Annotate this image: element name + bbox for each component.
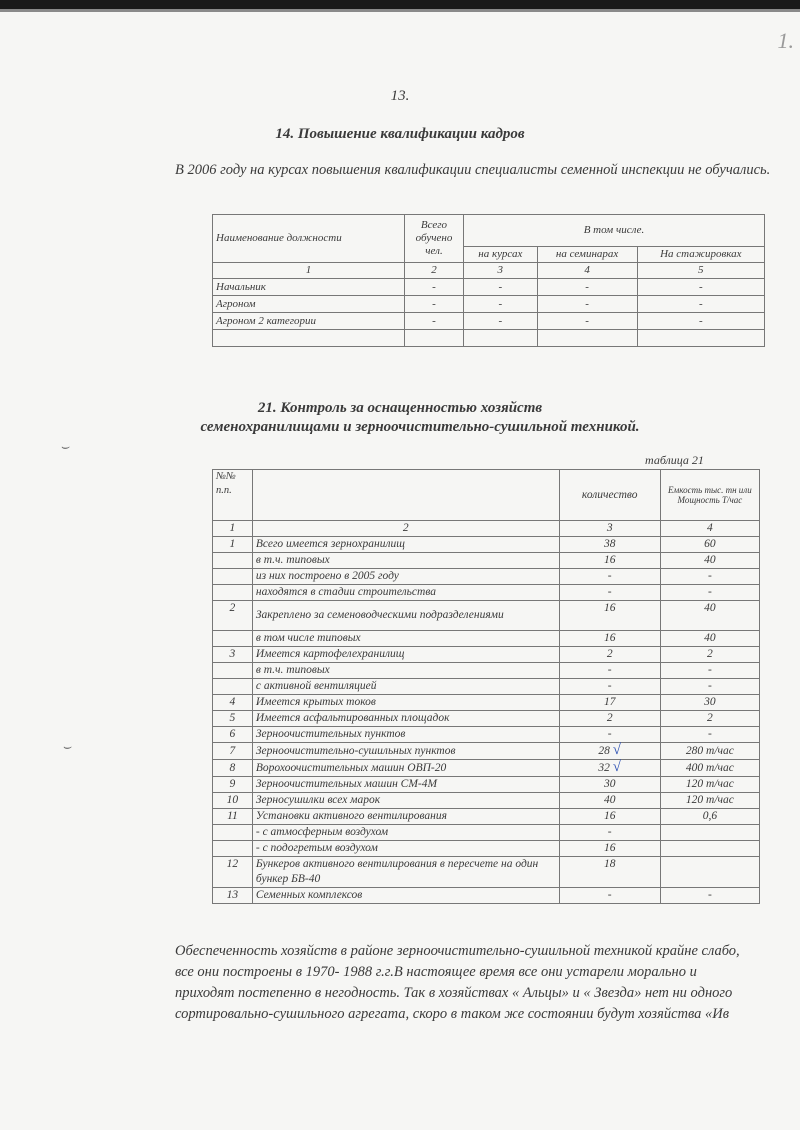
cell: Зерноочистительно-сушильных пунктов bbox=[252, 743, 559, 760]
table-row bbox=[213, 553, 760, 569]
cell: - bbox=[660, 727, 759, 743]
cell: 60 bbox=[660, 537, 759, 553]
cell: в т.ч. типовых bbox=[252, 553, 559, 569]
cell: - bbox=[660, 888, 759, 904]
scan-mark: ⌣ bbox=[62, 740, 72, 755]
closing-line: приходят постепенно в негодность. Так в хозяйствах « Альцы» и « Звезда» нет ни одного bbox=[175, 985, 733, 1001]
cell: Имеется картофелехранилищ bbox=[252, 647, 559, 663]
cell: 2 bbox=[660, 647, 759, 663]
cell: 12 bbox=[213, 857, 253, 888]
cell: в т.ч. типовых bbox=[252, 663, 559, 679]
section-14-title: 14. Повышение квалификации кадров bbox=[275, 126, 525, 142]
table-row bbox=[213, 695, 760, 711]
cell: 40 bbox=[660, 631, 759, 647]
header-capacity: Емкость тыс. тн или Мощность Т/час bbox=[660, 470, 759, 521]
table-row bbox=[213, 330, 765, 347]
cell: 38 bbox=[559, 537, 660, 553]
cell bbox=[559, 760, 660, 777]
table-row bbox=[213, 760, 760, 777]
cell: - с атмосферным воздухом bbox=[252, 825, 559, 841]
table-row bbox=[213, 711, 760, 727]
cell: 9 bbox=[213, 777, 253, 793]
cell: 280 т/час bbox=[660, 743, 759, 760]
cell: - с подогретым воздухом bbox=[252, 841, 559, 857]
equipment-table bbox=[212, 469, 760, 904]
cell: - bbox=[559, 663, 660, 679]
cell bbox=[660, 825, 759, 841]
cell: 6 bbox=[213, 727, 253, 743]
cell: 2 bbox=[559, 711, 660, 727]
header-name bbox=[252, 470, 559, 521]
cell: - bbox=[559, 585, 660, 601]
closing-paragraph bbox=[175, 941, 795, 1025]
cell: находятся в стадии строительства bbox=[252, 585, 559, 601]
cell: - bbox=[559, 825, 660, 841]
header-position: Наименование должности bbox=[213, 215, 405, 263]
cell: 3 bbox=[213, 647, 253, 663]
table-row bbox=[213, 537, 760, 553]
cell: - bbox=[559, 569, 660, 585]
cell: 7 bbox=[213, 743, 253, 760]
cell-value: 32 bbox=[598, 762, 610, 774]
cell bbox=[213, 330, 405, 347]
cell: - bbox=[660, 585, 759, 601]
cell: 16 bbox=[559, 631, 660, 647]
table-row bbox=[213, 601, 760, 631]
cell: Имеется крытых токов bbox=[252, 695, 559, 711]
cell: 16 bbox=[559, 553, 660, 569]
header-total: Всего обучено чел. bbox=[405, 215, 464, 263]
cell: Установки активного вентилирования bbox=[252, 809, 559, 825]
training-table bbox=[212, 214, 765, 347]
cell: Имеется асфальтированных площадок bbox=[252, 711, 559, 727]
colnum: 3 bbox=[559, 521, 660, 537]
header-internships: На стажировках bbox=[637, 247, 764, 263]
header-number: №№ п.п. bbox=[213, 470, 253, 521]
table-row bbox=[213, 809, 760, 825]
cell: Семенных комплексов bbox=[252, 888, 559, 904]
header-seminars: на семинарах bbox=[537, 247, 637, 263]
colnum: 1 bbox=[213, 263, 405, 279]
cell: 17 bbox=[559, 695, 660, 711]
table-row bbox=[213, 888, 760, 904]
table-row bbox=[213, 647, 760, 663]
column-number-row bbox=[213, 263, 765, 279]
colnum: 2 bbox=[252, 521, 559, 537]
cell: - bbox=[660, 663, 759, 679]
cell: - bbox=[637, 313, 764, 330]
cell bbox=[213, 825, 253, 841]
closing-line: Обеспеченность хозяйств в районе зерноочистительно-сушильной техникой крайне слабо, bbox=[175, 943, 740, 959]
table-row bbox=[213, 793, 760, 809]
cell: - bbox=[405, 296, 464, 313]
cell: - bbox=[464, 313, 538, 330]
cell bbox=[660, 857, 759, 888]
cell: Ворохоочистительных машин ОВП-20 bbox=[252, 760, 559, 777]
cell-value: 28 bbox=[598, 745, 610, 757]
cell: - bbox=[537, 296, 637, 313]
cell: 5 bbox=[213, 711, 253, 727]
cell: Зерноочистительных пунктов bbox=[252, 727, 559, 743]
cell: - bbox=[537, 313, 637, 330]
cell: - bbox=[537, 279, 637, 296]
table-row bbox=[213, 585, 760, 601]
cell bbox=[637, 330, 764, 347]
cell: 4 bbox=[213, 695, 253, 711]
colnum: 2 bbox=[405, 263, 464, 279]
cell: - bbox=[637, 296, 764, 313]
cell bbox=[464, 330, 538, 347]
colnum: 4 bbox=[660, 521, 759, 537]
check-mark-icon: √ bbox=[612, 742, 621, 758]
cell: - bbox=[464, 279, 538, 296]
cell: - bbox=[660, 569, 759, 585]
cell: 40 bbox=[660, 553, 759, 569]
colnum: 4 bbox=[537, 263, 637, 279]
cell: - bbox=[464, 296, 538, 313]
section-14-paragraph: В 2006 году на курсах повышения квалификации специалисты семенной инспекции не обучались. bbox=[175, 162, 771, 178]
cell: 30 bbox=[660, 695, 759, 711]
cell: - bbox=[559, 727, 660, 743]
colnum: 3 bbox=[464, 263, 538, 279]
corner-page-mark: 1. bbox=[777, 28, 794, 53]
cell: 16 bbox=[559, 601, 660, 631]
cell: - bbox=[637, 279, 764, 296]
cell bbox=[213, 679, 253, 695]
table-21-caption: таблица 21 bbox=[645, 453, 704, 467]
cell: с активной вентиляцией bbox=[252, 679, 559, 695]
table-row bbox=[213, 825, 760, 841]
cell: 2 bbox=[559, 647, 660, 663]
scan-mark: ⌣ bbox=[60, 440, 70, 455]
cell: Начальник bbox=[213, 279, 405, 296]
cell bbox=[213, 663, 253, 679]
cell: 120 т/час bbox=[660, 777, 759, 793]
cell bbox=[537, 330, 637, 347]
cell: 40 bbox=[559, 793, 660, 809]
cell: 400 т/час bbox=[660, 760, 759, 777]
check-mark-icon: √ bbox=[612, 759, 621, 775]
table-row bbox=[213, 743, 760, 760]
cell: - bbox=[559, 679, 660, 695]
table-row bbox=[213, 777, 760, 793]
cell: 18 bbox=[559, 857, 660, 888]
cell: Закреплено за семеноводческими подразделениями bbox=[252, 601, 559, 631]
cell: Зерносушилки всех марок bbox=[252, 793, 559, 809]
table-row bbox=[213, 296, 765, 313]
colnum: 5 bbox=[637, 263, 764, 279]
closing-line: сортировально-сушильного агрегата, скоро в таком же состоянии будут хозяйства «Ив bbox=[175, 1006, 730, 1022]
cell: 30 bbox=[559, 777, 660, 793]
closing-line: все они построены в 1970- 1988 г.г.В настоящее время все они устарели морально и bbox=[175, 964, 697, 980]
cell: 2 bbox=[213, 601, 253, 631]
cell: Всего имеется зернохранилищ bbox=[252, 537, 559, 553]
cell: - bbox=[559, 888, 660, 904]
table-row bbox=[213, 857, 760, 888]
cell bbox=[405, 330, 464, 347]
table-row bbox=[213, 279, 765, 296]
cell: - bbox=[405, 313, 464, 330]
cell: 16 bbox=[559, 809, 660, 825]
cell: из них построено в 2005 году bbox=[252, 569, 559, 585]
cell: в том числе типовых bbox=[252, 631, 559, 647]
cell: 10 bbox=[213, 793, 253, 809]
cell bbox=[660, 841, 759, 857]
cell: Зерноочистительных машин СМ-4М bbox=[252, 777, 559, 793]
cell: 11 bbox=[213, 809, 253, 825]
cell: Бункеров активного вентилирования в пересчете на один бункер БВ-40 bbox=[252, 857, 559, 888]
cell: Агроном bbox=[213, 296, 405, 313]
header-courses: на курсах bbox=[464, 247, 538, 263]
cell: 40 bbox=[660, 601, 759, 631]
table-row bbox=[213, 727, 760, 743]
header-quantity: количество bbox=[559, 470, 660, 521]
cell bbox=[213, 841, 253, 857]
cell: 16 bbox=[559, 841, 660, 857]
table-row bbox=[213, 569, 760, 585]
column-number-row bbox=[213, 521, 760, 537]
table-row bbox=[213, 663, 760, 679]
section-21-title-line1: 21. Контроль за оснащенностью хозяйств bbox=[257, 400, 543, 416]
cell: 1 bbox=[213, 537, 253, 553]
header-including: В том числе. bbox=[464, 215, 765, 247]
cell: 2 bbox=[660, 711, 759, 727]
cell bbox=[213, 585, 253, 601]
cell bbox=[213, 631, 253, 647]
section-21-title-line2: семенохранилищами и зерноочистительно-сушильной техникой. bbox=[200, 419, 640, 435]
table-row bbox=[213, 679, 760, 695]
colnum: 1 bbox=[213, 521, 253, 537]
cell: 0,6 bbox=[660, 809, 759, 825]
table-row bbox=[213, 631, 760, 647]
cell: - bbox=[405, 279, 464, 296]
cell: 8 bbox=[213, 760, 253, 777]
cell: Агроном 2 категории bbox=[213, 313, 405, 330]
cell bbox=[559, 743, 660, 760]
cell bbox=[213, 553, 253, 569]
scan-top-border bbox=[0, 0, 800, 9]
table-row bbox=[213, 841, 760, 857]
table-row bbox=[213, 313, 765, 330]
cell bbox=[213, 569, 253, 585]
cell: 120 т/час bbox=[660, 793, 759, 809]
page-number: 13. bbox=[390, 88, 410, 104]
cell: 13 bbox=[213, 888, 253, 904]
cell: - bbox=[660, 679, 759, 695]
